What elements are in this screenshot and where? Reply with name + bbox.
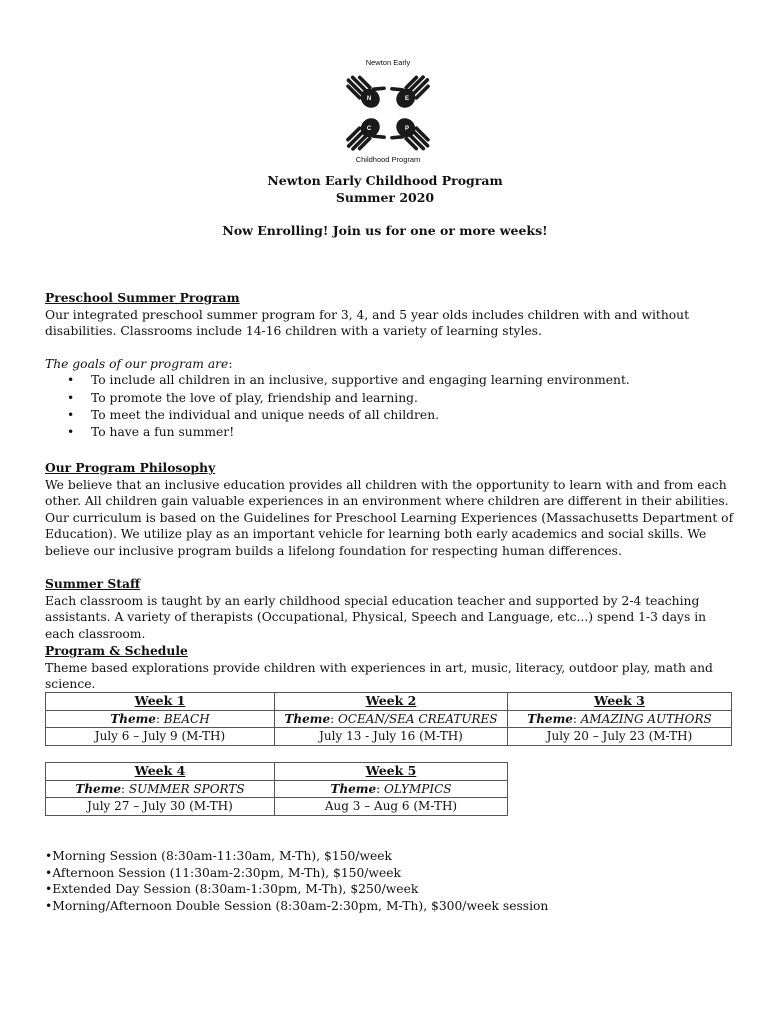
- preschool-heading: Preschool Summer Program: [45, 290, 240, 305]
- week-4-theme: [46, 780, 275, 798]
- week-1-label: Week 1: [46, 693, 275, 711]
- list-item: [45, 407, 735, 424]
- table-row: [46, 763, 508, 781]
- list-item: [45, 390, 735, 407]
- week-5-dates: Aug 3 – Aug 6 (M-TH): [275, 798, 508, 816]
- list-item: •Morning/Afternoon Double Session (8:30am-2:30pm, M-Th), $300/week session: [45, 899, 549, 914]
- table-row: [46, 798, 508, 816]
- logo-letter-e: E: [404, 96, 410, 102]
- bullet: •: [67, 373, 75, 388]
- theme-value: AMAZING AUTHORS: [580, 711, 712, 726]
- table-row: [46, 693, 732, 711]
- week-3-label: Week 3: [508, 693, 732, 711]
- weeks-table-2: [45, 762, 508, 816]
- week-4-label: Week 4: [46, 763, 275, 781]
- week-2-theme: [275, 710, 508, 728]
- week-1-dates: July 6 – July 9 (M-TH): [46, 728, 275, 746]
- theme-sep: :: [121, 781, 129, 796]
- philosophy-section: [45, 460, 735, 560]
- season-title: Summer 2020: [335, 190, 435, 205]
- week-4-dates: July 27 – July 30 (M-TH): [46, 798, 275, 816]
- preschool-section: [45, 290, 735, 442]
- week-5-theme: [275, 780, 508, 798]
- schedule-section: [45, 643, 735, 693]
- week-1-theme: [46, 710, 275, 728]
- logo-letter-p: P: [404, 126, 410, 132]
- theme-value: SUMMER SPORTS: [128, 781, 245, 796]
- bullet: •: [67, 425, 75, 440]
- table-row: [46, 728, 732, 746]
- goals-intro: [45, 356, 735, 373]
- theme-value: OLYMPICS: [384, 781, 452, 796]
- week-5-label: Week 5: [275, 763, 508, 781]
- philosophy-body: We believe that an inclusive education provides all children with the opportunity to learn with and from each other. All children gain valuable experiences in an environment where children are different in their abilities. Our curriculum is based on the Guidelines for Preschool Learning Experiences (Massachusetts Department of Education). We utilize play as an important vehicle for learning both early academics and social skills. We believe our inclusive program builds a lifelong foundation for respecting human differences.: [45, 477, 734, 558]
- theme-sep: :: [572, 711, 581, 726]
- necp-logo: [332, 56, 444, 168]
- theme-sep: :: [155, 711, 164, 726]
- goals-intro-text: The goals of our program are: [45, 356, 229, 371]
- org-name: Newton Early Childhood Program: [267, 173, 503, 188]
- staff-heading: Summer Staff: [45, 576, 141, 591]
- staff-body: Each classroom is taught by an early childhood special education teacher and supported by 2-4 teaching assistants. A variety of therapists (Occupational, Physical, Speech and Language, etc...) spend 1-3 days in each classroom.: [45, 593, 707, 641]
- list-item: •Morning Session (8:30am-11:30am, M-Th), $150/week: [45, 849, 392, 863]
- weeks-table-1: [45, 692, 732, 746]
- table-row: [46, 710, 732, 728]
- goal-text: To have a fun summer!: [91, 425, 235, 440]
- logo-bottom-text: Childhood Program: [355, 155, 421, 164]
- philosophy-heading: Our Program Philosophy: [45, 460, 216, 475]
- week-2-label: Week 2: [275, 693, 508, 711]
- bullet: •: [67, 390, 75, 405]
- week-3-theme: [508, 710, 732, 728]
- theme-label: Theme: [527, 711, 573, 726]
- goals-intro-colon: :: [228, 356, 233, 371]
- goal-text: To include all children in an inclusive, supportive and engaging learning environment.: [91, 373, 630, 388]
- preschool-body: Our integrated preschool summer program for 3, 4, and 5 year olds includes children with and without disabilities. Classrooms include 14-16 children with a variety of learning styles.: [45, 307, 690, 339]
- goals-list: [45, 372, 735, 441]
- theme-label: Theme: [330, 781, 377, 796]
- list-item: [45, 372, 735, 389]
- theme-label: Theme: [75, 781, 122, 796]
- theme-value: OCEAN/SEA CREATURES: [337, 711, 498, 726]
- theme-sep: :: [376, 781, 384, 796]
- bullet: •: [67, 407, 75, 422]
- staff-section: [45, 576, 735, 642]
- enrolling-tagline: Now Enrolling! Join us for one or more weeks!: [222, 223, 548, 238]
- table-row: [46, 780, 508, 798]
- week-2-dates: July 13 - July 16 (M-TH): [275, 728, 508, 746]
- theme-label: Theme: [110, 711, 156, 726]
- theme-value: BEACH: [163, 711, 210, 726]
- schedule-body: Theme based explorations provide children with experiences in art, music, literacy, outdoor play, math and science.: [45, 660, 713, 692]
- sessions-list: [45, 848, 735, 915]
- goal-text: To promote the love of play, friendship and learning.: [91, 390, 418, 405]
- logo-letter-n: N: [366, 96, 372, 102]
- theme-label: Theme: [284, 711, 331, 726]
- list-item: [45, 424, 735, 441]
- handprints-icon: [332, 56, 444, 168]
- schedule-heading: Program & Schedule: [45, 643, 188, 658]
- theme-sep: :: [330, 711, 338, 726]
- logo-letter-c: C: [366, 126, 372, 132]
- logo-top-text: Newton Early: [365, 58, 411, 67]
- week-3-dates: July 20 – July 23 (M-TH): [508, 728, 732, 746]
- goal-text: To meet the individual and unique needs of all children.: [91, 407, 440, 422]
- list-item: •Afternoon Session (11:30am-2:30pm, M-Th), $150/week: [45, 865, 401, 880]
- list-item: •Extended Day Session (8:30am-1:30pm, M-Th), $250/week: [45, 882, 419, 897]
